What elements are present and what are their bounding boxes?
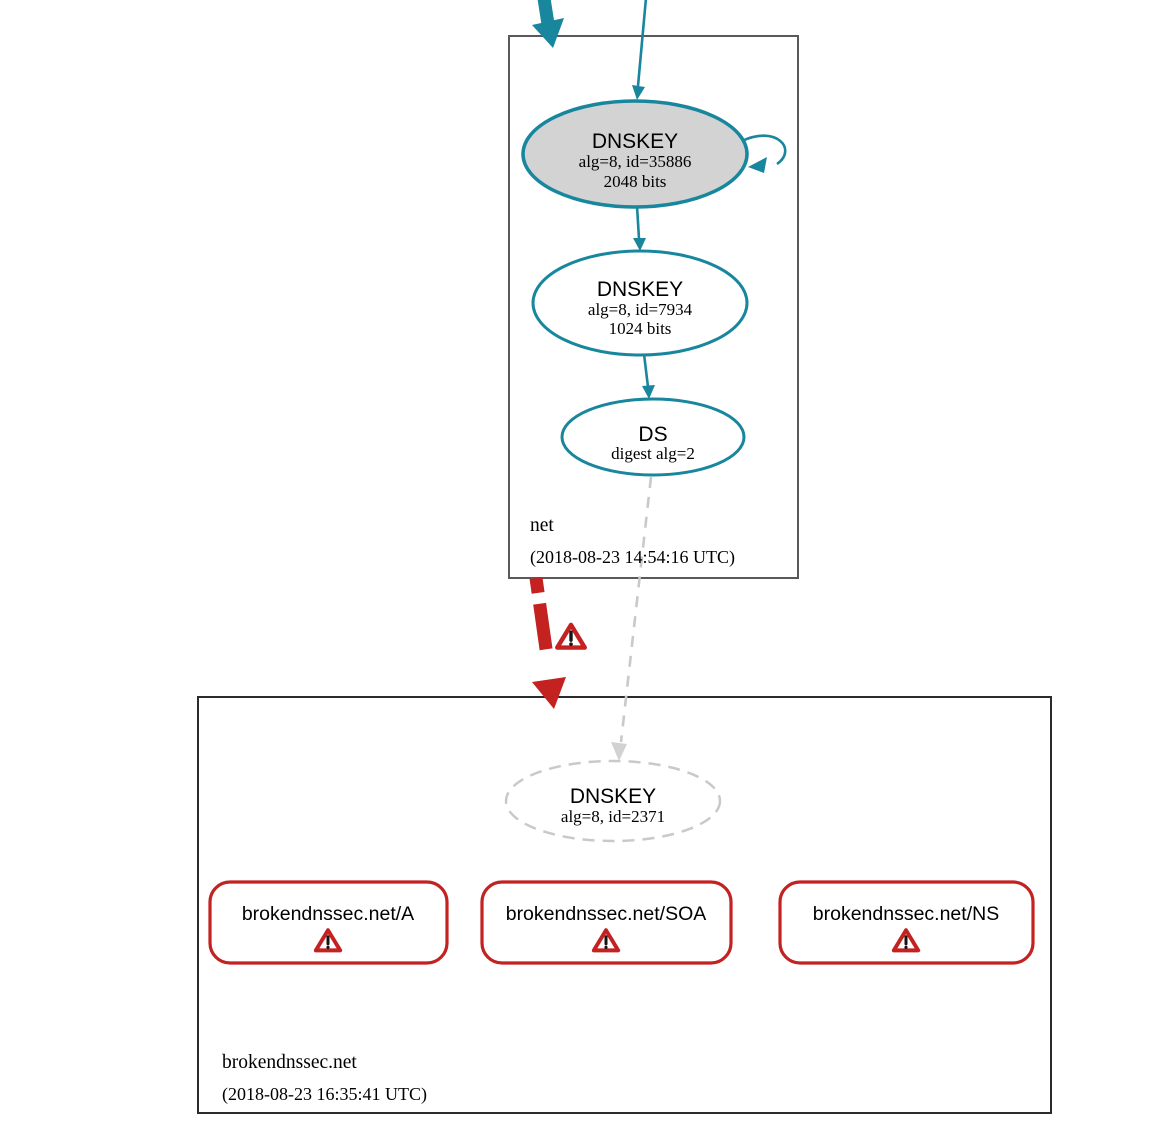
rrset-label: brokendnssec.net/A xyxy=(241,903,415,925)
rrsig-arrow-ksk-to-zsk-head xyxy=(633,238,646,251)
zone-timestamp-brokendnssec: (2018-08-23 16:35:41 UTC) xyxy=(222,1084,427,1104)
node-ds-net[interactable] xyxy=(562,399,744,475)
warning-icon xyxy=(557,625,584,648)
node-attr: alg=8, id=2371 xyxy=(560,807,666,826)
secure-delegation-arrow-incoming xyxy=(532,0,564,48)
node-attr: 1024 bits xyxy=(608,319,672,338)
rrset-label: brokendnssec.net/NS xyxy=(812,903,1000,925)
node-title: DS xyxy=(638,423,668,446)
node-attr: 2048 bits xyxy=(603,172,667,191)
rrsig-arrow-zsk-to-ds xyxy=(642,354,655,399)
ds-to-child-dnskey-dashed-head xyxy=(611,742,627,761)
node-title: DNSKEY xyxy=(569,785,657,808)
bogus-delegation-arrow-head xyxy=(532,677,566,709)
node-rrset-soa[interactable] xyxy=(482,882,731,963)
rrsig-arrow-ksk-to-zsk xyxy=(633,206,646,251)
rrsig-arrow-zsk-to-ds-head xyxy=(642,385,655,399)
secure-delegation-arrow-head xyxy=(532,18,564,48)
node-dnskey-ksk-net[interactable] xyxy=(523,101,747,207)
node-rrset-a[interactable] xyxy=(210,882,447,963)
bogus-delegation-arrow-shaft xyxy=(536,578,547,656)
zone-label-net: net xyxy=(530,515,554,536)
rrsig-arrow-zsk-to-ds-shaft xyxy=(644,354,648,387)
node-title: DNSKEY xyxy=(591,130,679,153)
chain-arrow-to-ksk xyxy=(632,0,646,100)
ds-to-child-dnskey-dashed-arrow xyxy=(611,477,651,761)
node-rrset-ns[interactable] xyxy=(780,882,1033,963)
chain-arrow-to-ksk-head xyxy=(632,85,645,100)
rrsig-self-loop-head xyxy=(748,157,767,173)
zone-label-brokendnssec: brokendnssec.net xyxy=(222,1052,357,1073)
node-attr: alg=8, id=35886 xyxy=(578,152,692,171)
ds-to-child-dnskey-dashed-shaft xyxy=(621,477,651,742)
node-attr: digest alg=2 xyxy=(611,444,695,463)
secure-delegation-arrow-shaft xyxy=(543,0,548,24)
rrsig-arrow-ksk-to-zsk-shaft xyxy=(637,206,639,239)
zone-timestamp-net: (2018-08-23 14:54:16 UTC) xyxy=(530,547,735,567)
node-dnskey-brokendnssec[interactable] xyxy=(506,761,720,841)
node-attr: alg=8, id=7934 xyxy=(587,300,693,319)
node-title: DNSKEY xyxy=(596,278,684,301)
chain-arrow-to-ksk-shaft xyxy=(638,0,646,86)
rrset-label: brokendnssec.net/SOA xyxy=(505,903,707,925)
node-dnskey-zsk-net[interactable] xyxy=(533,251,747,355)
